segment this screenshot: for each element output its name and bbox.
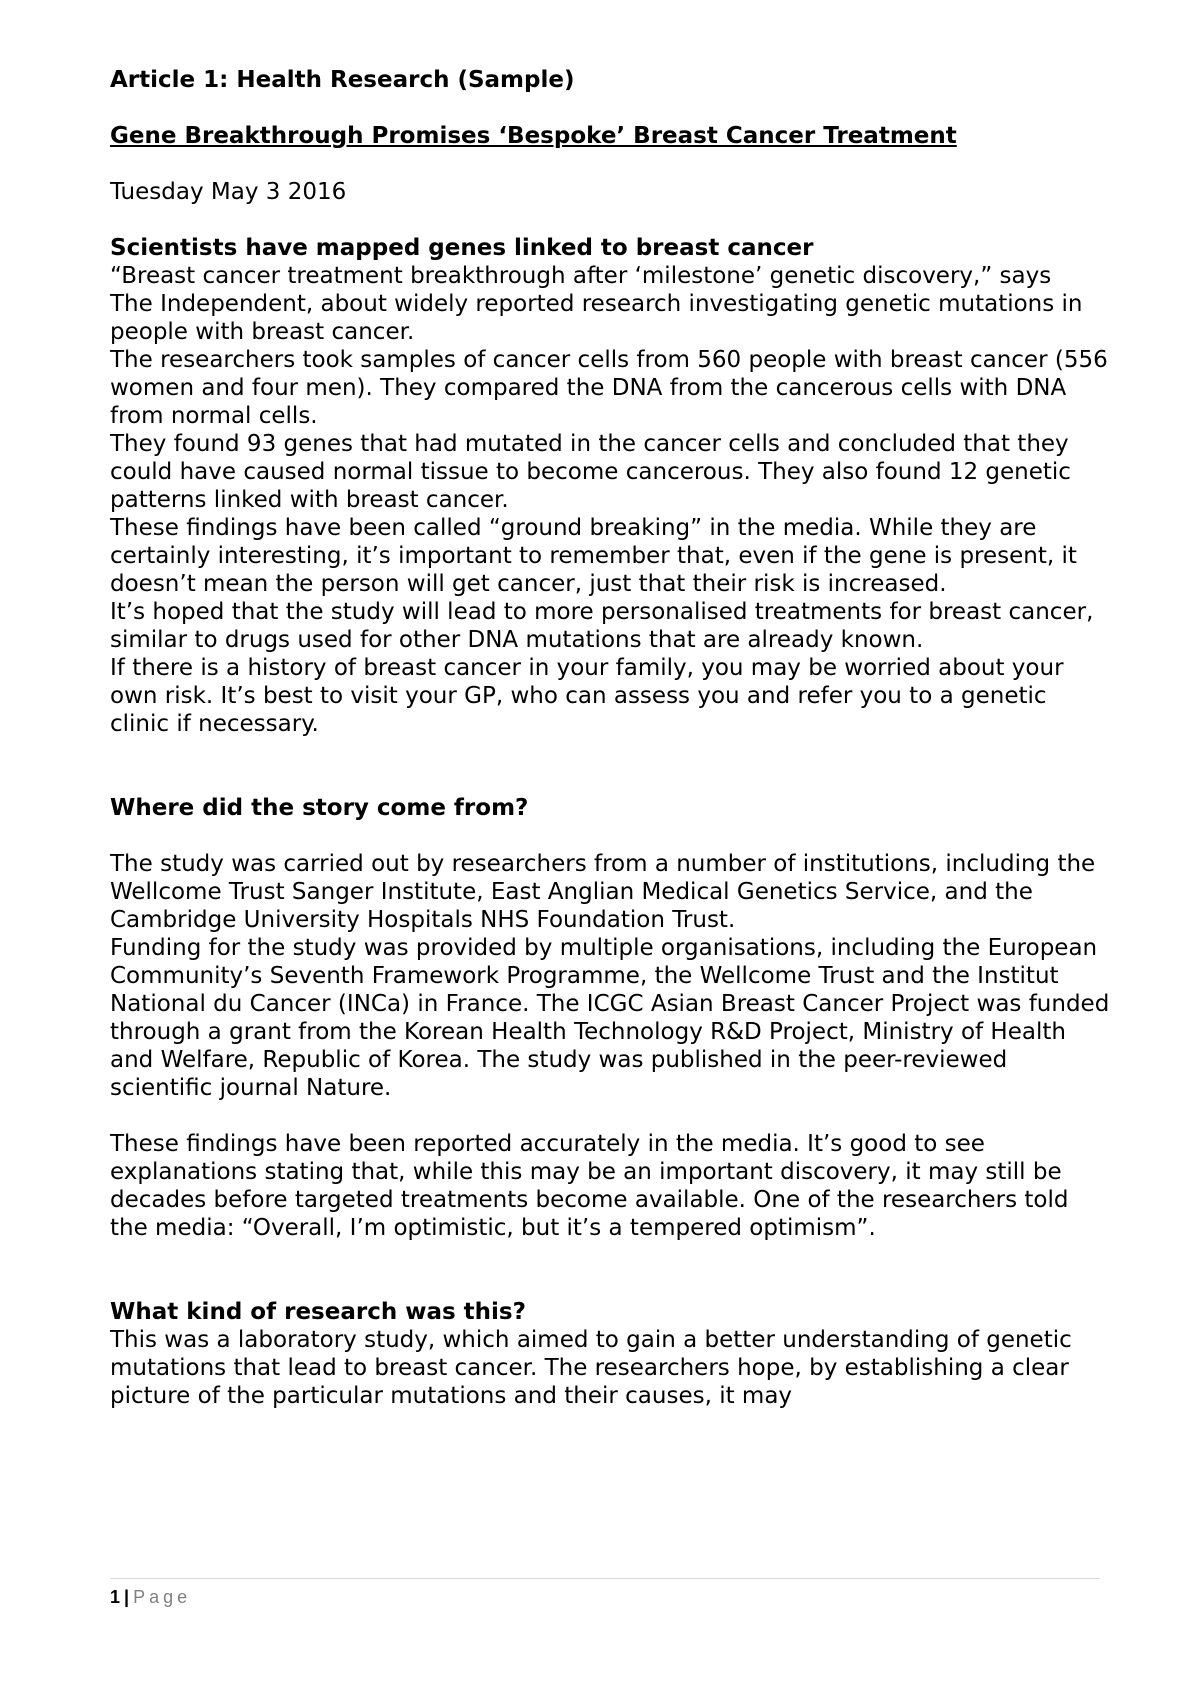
page-footer (110, 1586, 191, 1608)
intro-paragraph: The researchers took samples of cancer cells from 560 people with breast cancer (556 women and four men). They compared the DNA from the cancerous cells with DNA from normal cells. (110, 347, 1108, 429)
article-headline: Gene Breakthrough Promises ‘Bespoke’ Breast Cancer Treatment (110, 123, 957, 149)
intro-paragraph: They found 93 genes that had mutated in the cancer cells and concluded that they could have caused normal tissue to become cancerous. They also found 12 genetic patterns linked with breast cancer. (110, 431, 1071, 513)
story-paragraph: Funding for the study was provided by multiple organisations, including the European Community’s Seventh Framework Programme, the Wellcome Trust and the Institut National du Cancer (INCa) in France. The ICGC Asian Breast Cancer Project was funded through a grant from the Korean Health Technology R&D Project, Ministry of Health and Welfare, Republic of Korea. The study was published in the peer-reviewed scientific journal Nature. (110, 935, 1110, 1101)
media-accuracy-paragraph: These findings have been reported accurately in the media. It’s good to see explanations stating that, while this may be an important discovery, it may still be decades before targeted treatments become available. One of the researchers told the media: “Overall, I’m optimistic, but it’s a tempered optimism”. (110, 1131, 1069, 1241)
page-number: 1 (110, 1587, 121, 1607)
research-paragraph: This was a laboratory study, which aimed to gain a better understanding of genetic mutations that lead to breast cancer. The researchers hope, by establishing a clear picture of the particular mutations and their causes, it may (110, 1327, 1072, 1409)
article-date: Tuesday May 3 2016 (110, 179, 347, 205)
footer-separator: | (124, 1587, 130, 1607)
section-heading-story: Where did the story come from? (110, 795, 529, 821)
intro-paragraph: If there is a history of breast cancer in your family, you may be worried about your own risk. It’s best to visit your GP, who can assess you and refer you to a genetic clinic if necessary. (110, 655, 1064, 737)
page-label: Page (133, 1587, 192, 1607)
article-subhead: Scientists have mapped genes linked to breast cancer (110, 235, 814, 261)
article-label: Article 1: Health Research (Sample) (110, 67, 575, 93)
section-heading-research: What kind of research was this? (110, 1299, 526, 1325)
story-paragraph: The study was carried out by researchers from a number of institutions, including the Wellcome Trust Sanger Institute, East Anglian Medical Genetics Service, and the (110, 851, 1096, 905)
intro-paragraph: It’s hoped that the study will lead to more personalised treatments for breast cancer, similar to drugs used for other DNA mutations that are already known. (110, 599, 1094, 653)
intro-paragraph: These findings have been called “ground breaking” in the media. While they are certainly interesting, it’s important to remember that, even if the gene is present, it doesn’t mean the person will get cancer, just that their risk is increased. (110, 515, 1077, 597)
story-paragraph: Cambridge University Hospitals NHS Foundation Trust. (110, 907, 736, 933)
intro-paragraph: The Independent, about widely reported research investigating genetic mutations in people with breast cancer. (110, 291, 1083, 345)
intro-paragraph: “Breast cancer treatment breakthrough after ‘milestone’ genetic discovery,” says (110, 263, 1052, 289)
document-page (110, 66, 1110, 1410)
footer-divider (110, 1578, 1100, 1579)
